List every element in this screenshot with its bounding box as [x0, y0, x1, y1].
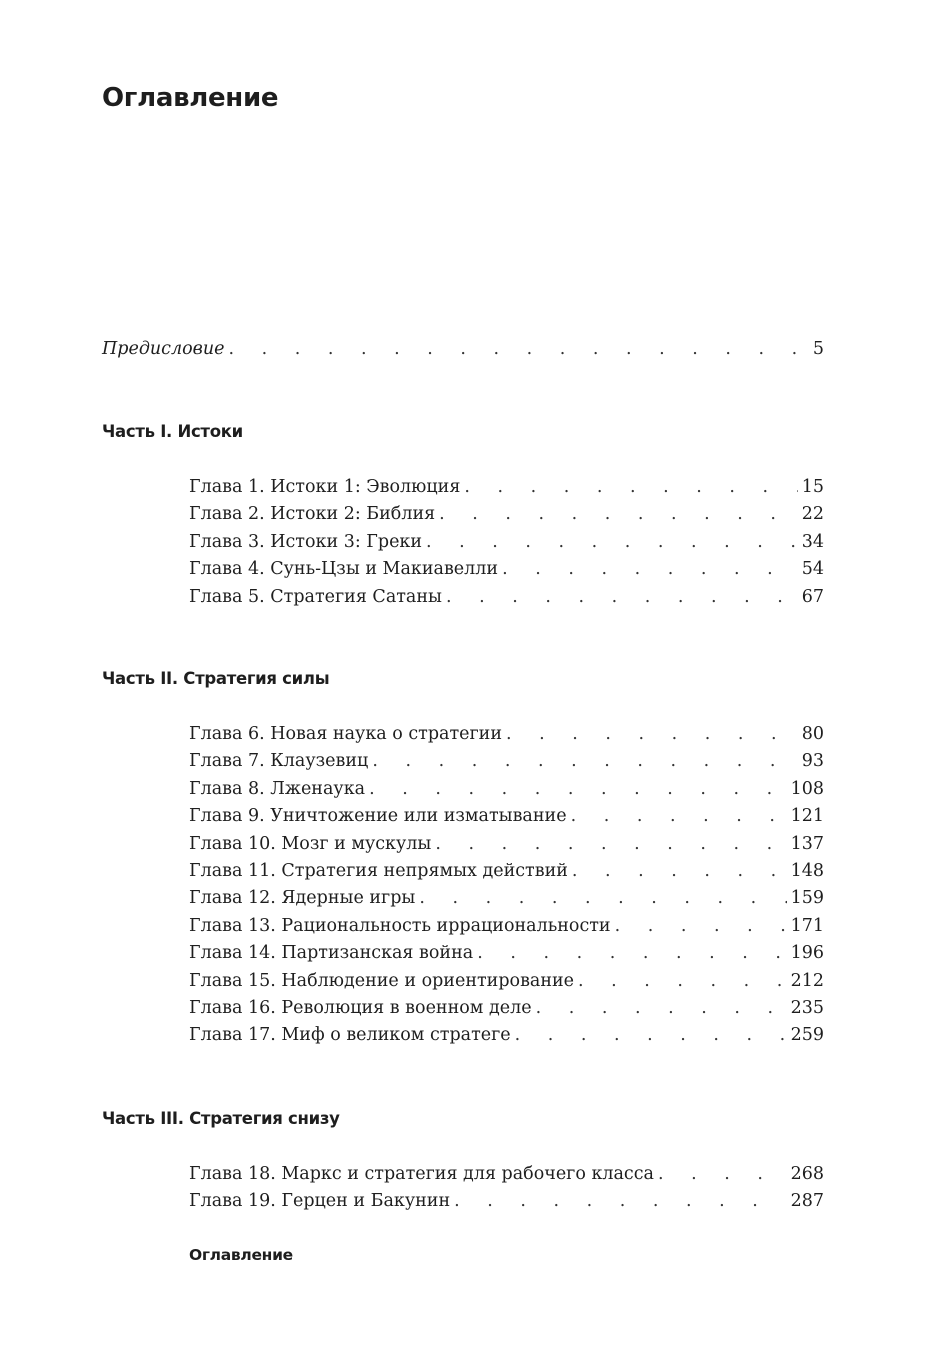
- toc-entry-page: 121: [790, 806, 824, 827]
- toc-entry-title: Глава 3. Истоки 3: Греки: [189, 529, 426, 556]
- toc-entry-page: 148: [790, 861, 824, 881]
- toc-entry: [189, 1161, 824, 1188]
- toc-entry: [189, 501, 824, 528]
- part-heading: Часть II. Стратегия силы: [102, 669, 330, 688]
- toc-entry-title: Глава 7. Клаузевиц: [189, 748, 372, 775]
- toc-entry-title: Глава 4. Сунь-Цзы и Макиавелли: [189, 556, 502, 583]
- dot-leader: [439, 501, 798, 528]
- dot-leader: [571, 803, 787, 830]
- toc-entry: [189, 968, 824, 995]
- toc-entry-title: Глава 18. Маркс и стратегия для рабочего класса: [189, 1161, 658, 1188]
- toc-entry-page: 159: [790, 888, 824, 909]
- toc-entry: [189, 721, 824, 748]
- toc-entry-page: 235: [790, 998, 824, 1018]
- dot-leader: [578, 968, 787, 995]
- dot-leader: [464, 474, 797, 501]
- dot-leader: [477, 940, 786, 967]
- toc-entry-page: 212: [790, 970, 824, 991]
- toc-entry-title: Глава 16. Революция в военном деле: [189, 995, 536, 1022]
- toc-entry-title: Глава 17. Миф о великом стратеге: [189, 1022, 515, 1049]
- toc-entry-title: Глава 2. Истоки 2: Библия: [189, 501, 439, 528]
- dot-leader: [435, 831, 786, 858]
- toc-entry-title: Глава 11. Стратегия непрямых действий: [189, 858, 572, 885]
- toc-entry: [189, 831, 824, 858]
- toc-entry: [189, 1022, 824, 1049]
- toc-entry: [189, 776, 824, 803]
- dot-leader: [426, 529, 798, 556]
- toc-entry: [189, 556, 824, 583]
- toc-entry-page: 22: [801, 504, 824, 525]
- dot-leader: [372, 748, 797, 775]
- toc-entry-page: 196: [790, 943, 824, 964]
- toc-entry-title: Глава 15. Наблюдение и ориентирование: [189, 968, 578, 995]
- toc-entry: [189, 885, 824, 912]
- toc-entry-title: Глава 13. Рациональность иррациональности: [189, 913, 615, 940]
- toc-entry-page: 287: [790, 1191, 824, 1212]
- toc-entry-title: Глава 6. Новая наука о стратегии: [189, 721, 506, 748]
- toc-entry-title: Глава 8. Лженаука: [189, 776, 369, 803]
- toc-entry: [189, 803, 824, 830]
- dot-leader: [572, 858, 787, 885]
- toc-entry-page: 137: [790, 833, 824, 854]
- toc-entry-title: Предисловие: [102, 336, 228, 363]
- toc-entry-preface: [102, 336, 824, 363]
- dot-leader: [615, 913, 787, 940]
- toc-entry-title: Глава 1. Истоки 1: Эволюция: [189, 474, 464, 501]
- toc-entry: [189, 748, 824, 775]
- toc-entry-page: 54: [801, 559, 824, 580]
- dot-leader: [446, 584, 798, 611]
- toc-entry-title: Глава 10. Мозг и мускулы: [189, 831, 435, 858]
- toc-entry: [189, 858, 824, 885]
- dot-leader: [658, 1161, 787, 1188]
- part-heading: Часть I. Истоки: [102, 422, 243, 441]
- toc-entry-title: Глава 19. Герцен и Бакунин: [189, 1188, 454, 1215]
- dot-leader: [419, 885, 786, 912]
- toc-entry: [189, 529, 824, 556]
- toc-entry-page: 67: [801, 586, 824, 607]
- running-footer: Оглавление: [189, 1246, 293, 1264]
- toc-entry: [189, 913, 824, 940]
- toc-entry: [189, 995, 824, 1022]
- dot-leader: [506, 721, 798, 748]
- dot-leader: [369, 776, 787, 803]
- dot-leader: [228, 336, 808, 363]
- dot-leader: [536, 995, 787, 1022]
- toc-entry-page: 93: [801, 751, 824, 772]
- toc-entry: [189, 474, 824, 501]
- toc-entry: [189, 940, 824, 967]
- toc-entry: [189, 1188, 824, 1215]
- toc-entry-page: 15: [801, 477, 824, 497]
- toc-entry-page: 5: [812, 339, 824, 359]
- toc-entry-title: Глава 9. Уничтожение или изматывание: [189, 803, 571, 830]
- toc-entry-page: 108: [790, 778, 824, 799]
- page-title: Оглавление: [102, 83, 279, 113]
- toc-entry: [189, 584, 824, 611]
- toc-entry-title: Глава 5. Стратегия Сатаны: [189, 584, 446, 611]
- part-heading: Часть III. Стратегия снизу: [102, 1109, 340, 1128]
- toc-entry-page: 259: [790, 1025, 824, 1046]
- dot-leader: [454, 1188, 786, 1215]
- toc-entry-page: 171: [790, 915, 824, 936]
- dot-leader: [502, 556, 798, 583]
- toc-entry-page: 34: [801, 531, 824, 552]
- toc-entry-title: Глава 12. Ядерные игры: [189, 885, 419, 912]
- toc-entry-title: Глава 14. Партизанская война: [189, 940, 477, 967]
- toc-entry-page: 80: [801, 724, 824, 744]
- dot-leader: [515, 1022, 787, 1049]
- toc-entry-page: 268: [790, 1164, 824, 1184]
